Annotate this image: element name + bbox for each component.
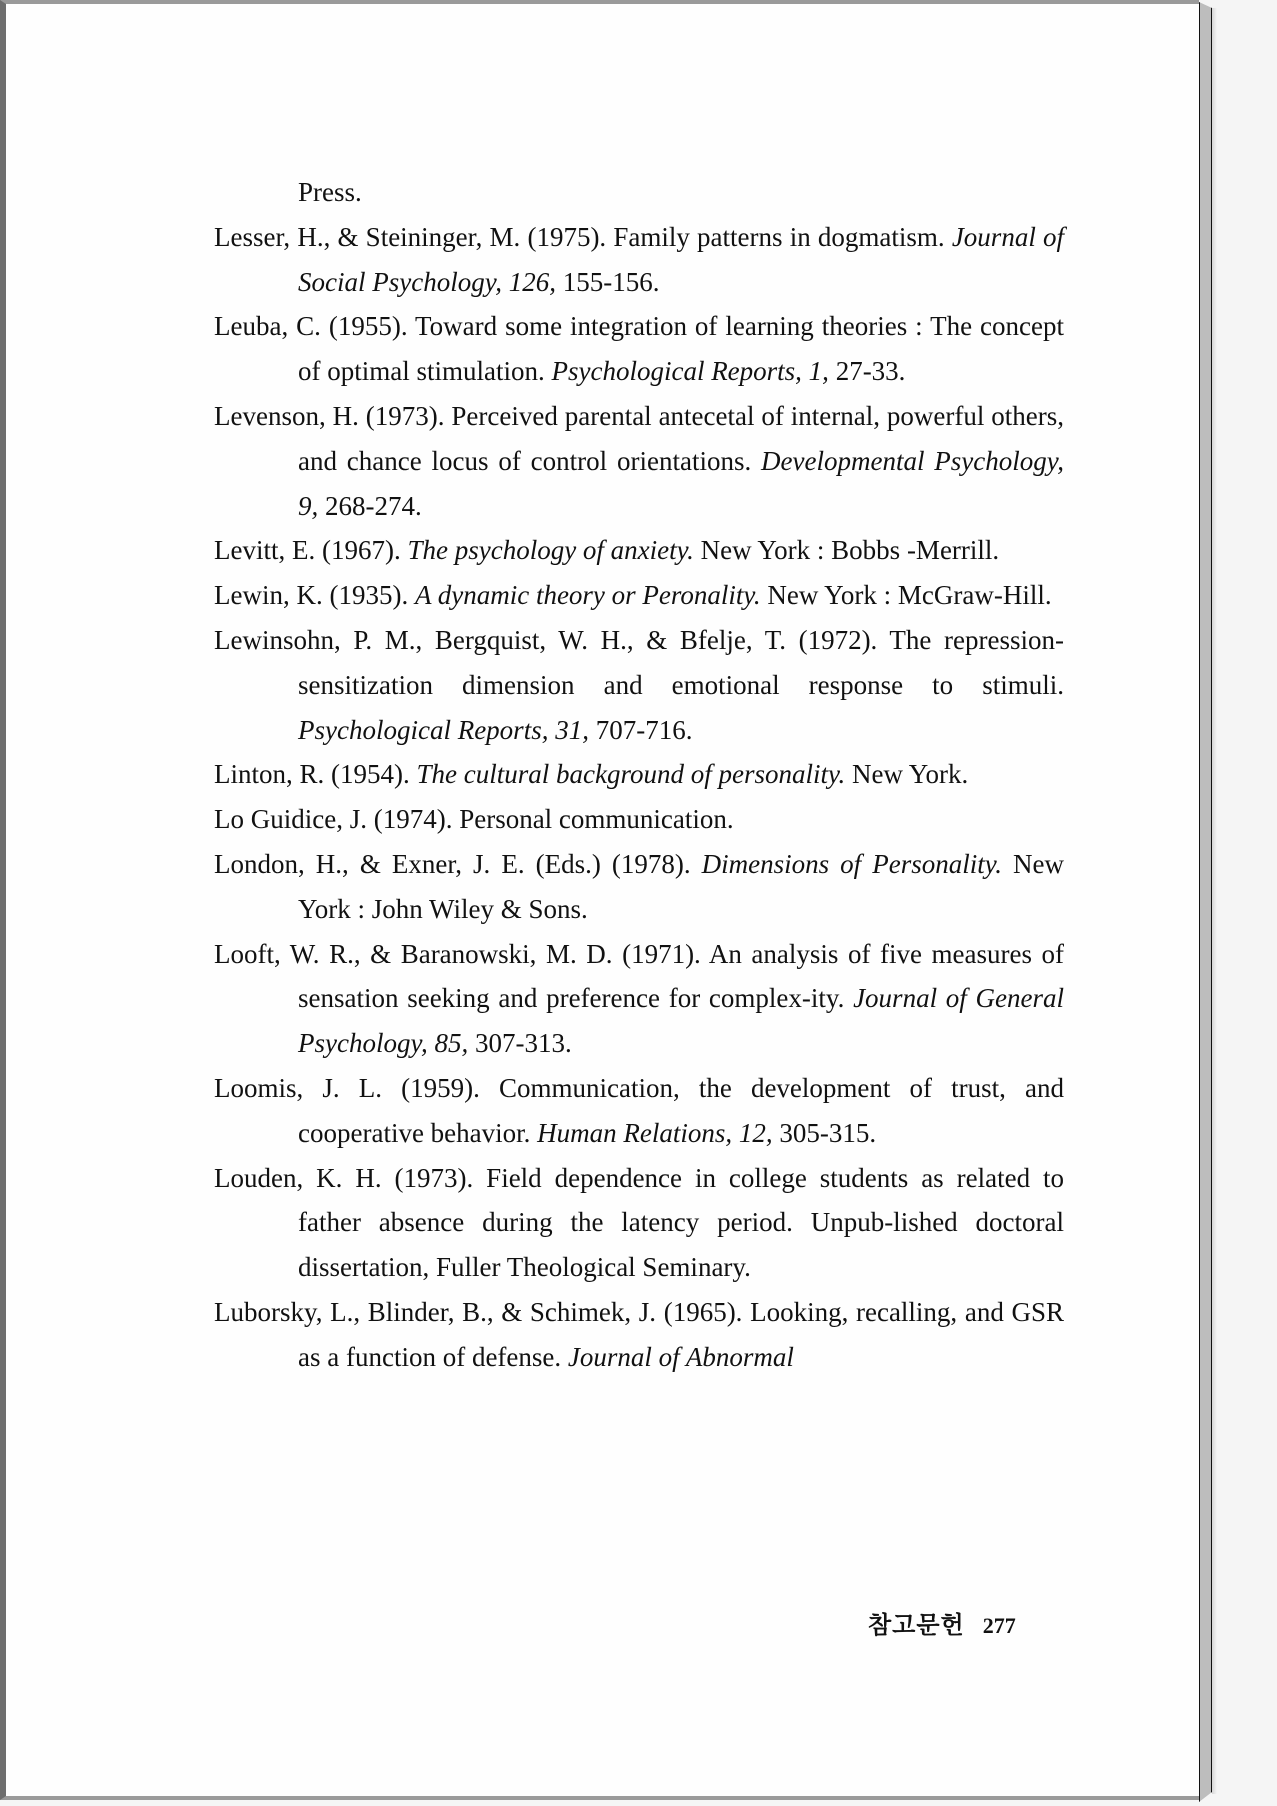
reference-source-italic: Psychological Reports, 1, xyxy=(551,356,829,387)
reference-source-italic: Developmental Psychology, 9, xyxy=(298,445,1065,521)
reference-text: 27-33. xyxy=(828,356,906,387)
reference-text: 307-313. xyxy=(468,1028,572,1059)
reference-entry xyxy=(214,528,1064,573)
page-footer xyxy=(868,1605,1016,1640)
reference-entry xyxy=(214,842,1064,932)
page-shadow xyxy=(1212,8,1217,1794)
reference-text: Leuba, C. (1955). Toward some integration of learning theories : The concept of optimal stimulation. xyxy=(214,311,1064,387)
reference-entry xyxy=(214,215,1064,305)
reference-list xyxy=(214,170,1064,1380)
running-footer-title: 참고문헌 xyxy=(868,1611,965,1639)
reference-text: Lesser, H., & Steininger, M. (1975). Family patterns in dogmatism. xyxy=(214,221,952,252)
page-edge xyxy=(1199,2,1212,1802)
reference-entry xyxy=(214,932,1064,1066)
reference-source-italic: The cultural background of personality. xyxy=(416,759,846,790)
reference-text: Levitt, E. (1967). xyxy=(214,535,408,566)
reference-text: London, H., & Exner, J. E. (Eds.) (1978). xyxy=(214,848,702,879)
reference-source-italic: Dimensions of Personality. xyxy=(701,848,1002,879)
reference-text: Lewin, K. (1935). xyxy=(214,580,415,611)
page-number: 277 xyxy=(982,1613,1016,1638)
reference-text: 305-315. xyxy=(772,1117,877,1148)
reference-text: 707-716. xyxy=(588,714,693,745)
reference-text: Lewinsohn, P. M., Bergquist, W. H., & Bfelje, T. (1972). The repression-sensitization dimension and emotional response to stimuli. xyxy=(214,624,1064,700)
reference-source-italic: A dynamic theory or Peronality. xyxy=(414,580,761,611)
reference-source-italic: Journal of Abnormal xyxy=(567,1341,794,1372)
reference-text: Loomis, J. L. (1959). Communication, the development of trust, and cooperative behavior. xyxy=(214,1072,1064,1148)
reference-entry xyxy=(214,170,1064,215)
reference-entry xyxy=(214,1290,1064,1380)
reference-text: New York : John Wiley & Sons. xyxy=(298,848,1064,924)
reference-text: Looft, W. R., & Baranowski, M. D. (1971). An analysis of five measures of sensation seeking and preference for complex-ity. xyxy=(214,938,1064,1014)
reference-entry xyxy=(214,394,1064,528)
reference-text: New York : McGraw-Hill. xyxy=(760,580,1052,611)
reference-entry xyxy=(214,618,1064,752)
reference-text: Press. xyxy=(298,177,362,207)
reference-text: Lo Guidice, J. (1974). Personal communication. xyxy=(214,804,734,835)
reference-entry xyxy=(214,1156,1064,1290)
reference-source-italic: Human Relations, 12, xyxy=(537,1117,773,1148)
reference-source-italic: The psychology of anxiety. xyxy=(407,535,694,566)
reference-entry xyxy=(214,573,1064,618)
reference-entry xyxy=(214,1066,1064,1156)
reference-entry xyxy=(214,304,1064,394)
reference-text: Levenson, H. (1973). Perceived parental antecetal of internal, powerful others, and chance locus of control orientations. xyxy=(214,400,1064,476)
reference-text: New York : Bobbs -Merrill. xyxy=(693,535,1000,566)
reference-text: Linton, R. (1954). xyxy=(214,759,417,790)
reference-text: Luborsky, L., Blinder, B., & Schimek, J. (1965). Looking, recalling, and GSR as a function of defense. xyxy=(214,1296,1064,1372)
reference-source-italic: Journal of Social Psychology, 126, xyxy=(298,221,1065,297)
reference-text: Louden, K. H. (1973). Field dependence in college students as related to father absence during the latency period. Unpub-lished doctoral dissertation, Fuller Theological Seminary. xyxy=(214,1162,1064,1283)
reference-text: New York. xyxy=(845,759,969,790)
reference-entry xyxy=(214,752,1064,797)
reference-source-italic: Psychological Reports, 31, xyxy=(298,714,589,745)
reference-entry xyxy=(214,797,1064,842)
reference-text: 268-274. xyxy=(318,490,422,521)
reference-source-italic: Journal of General Psychology, 85, xyxy=(298,983,1064,1059)
reference-text: 155-156. xyxy=(555,266,660,297)
